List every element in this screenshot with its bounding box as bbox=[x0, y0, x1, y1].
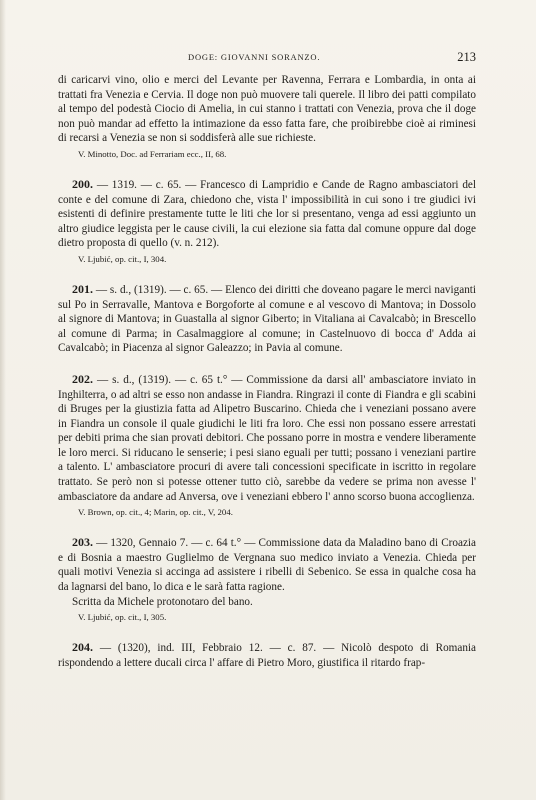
entry-paragraph bbox=[58, 177, 476, 251]
entry-number: 201. bbox=[72, 281, 93, 296]
entry-text: — 1320, Gennaio 7. — c. 64 t.° — Commissione data da Maladino bano di Croazia e di Bosnia a maestro Guglielmo de Vergnana suo medico inviato a Venezia. Chieda per quali motivi Venezia si accinga ad assistere i ribelli di Sebenico. Se essa in qualche cosa ha da lagnarsi del bano, lo dica e le sarà fatta ragione. bbox=[58, 537, 477, 594]
page-edge-shadow bbox=[0, 0, 6, 800]
entry-number: 204. bbox=[72, 640, 93, 655]
entry-text: — (1320), ind. III, Febbraio 12. — c. 87. — Nicolò despoto di Romania rispondendo a lettere ducali circa l' affare di Pietro Moro, giustifica il ritardo frap- bbox=[58, 642, 476, 669]
entry-number: 203. bbox=[72, 535, 93, 550]
entry-204 bbox=[58, 640, 476, 670]
entry-202 bbox=[58, 372, 476, 519]
entry-201 bbox=[58, 282, 476, 356]
entry-200 bbox=[58, 177, 476, 266]
entry-reference: V. Ljubić, op. cit., I, 305. bbox=[78, 612, 167, 623]
entry-reference: V. Brown, op. cit., 4; Marin, op. cit., V, 204. bbox=[78, 507, 233, 518]
page-header bbox=[58, 50, 476, 66]
entry-paragraph bbox=[58, 535, 476, 594]
intro-paragraph-block bbox=[58, 73, 476, 161]
entry-text: — s. d., (1319). — c. 65. — Elenco dei diritti che doveano pagare le merci naviganti sul Po in Serravalle, Mantova e Borgoforte al comune e al vescovo di Mantova; in Dossolo al signore di Mantova; in Guastalla al signor Giberto; in Vitaliana ai Cavalcabò; in Brescello al comune di Parma; in Casalmaggiore al comune; in Castelnuovo di bocca d' Adda ai Cavalcabò; in Piacenza al signor Galeazzo; in Pavia al comune. bbox=[58, 283, 477, 355]
entry-paragraph bbox=[58, 640, 476, 670]
entry-number: 200. bbox=[72, 176, 93, 191]
entry-number: 202. bbox=[72, 371, 93, 386]
running-head: DOGE: GIOVANNI SORANZO. bbox=[188, 52, 321, 62]
entry-text: — 1319. — c. 65. — Francesco di Lampridio e Cande de Ragno ambasciatori del conte e del comune di Zara, chiedono che, vista l' impossibilità in cui sono i tre giudici ivi esistenti di definire prestamente tutte le liti che lor si presentano, venga ad essi aggiunto un altro giudice leggista per le cause civili, la cui elezione sia fatta dal comune oppure dal doge dietro proposta di quello (v. n. 212). bbox=[58, 178, 476, 250]
entry-203 bbox=[58, 535, 476, 624]
entry-paragraph bbox=[58, 282, 476, 356]
entry-paragraph bbox=[58, 372, 476, 504]
entry-reference: V. Ljubić, op. cit., I, 304. bbox=[78, 253, 167, 264]
entry-extra-line: Scritta da Michele protonotaro del bano. bbox=[72, 595, 253, 608]
intro-reference: V. Minotto, Doc. ad Ferrariam ecc., II, 68. bbox=[78, 148, 227, 159]
intro-paragraph: di caricarvi vino, olio e merci del Levante per Ravenna, Ferrara e Lombardia, in onta ai trattati fra Venezia e Cervia. Il doge non può muovere tali querele. Il libro dei patti compilato al tempo del podestà Ciocio di Amelia, in cui stanno i trattati con Venezia, prova che il doge non può mandar ad effetto la intimazione da esso fatta fare, che proibirebbe cioè ai riminesi di recarsi a Venezia se non si soddisferà alle sue richieste. bbox=[58, 74, 476, 145]
page-body bbox=[58, 73, 476, 670]
entry-text: — s. d., (1319). — c. 65 t.° — Commissione da darsi all' ambasciatore inviato in Inghilterra, o ad altri se esso non andasse in Fiandra. Ringrazi il conte di Fiandra e gli scabini di Bruges per la giustizia fatta ad Alipetro Buscarino. Chieda che i veneziani possano avere in Fiandra un console il quale giudichi le liti fra loro. Che essi non possano essere arrestati per debiti prima che sian provati debitori. Che possano porre in mostra e vendere liberamente le loro merci. Si riducano le senserie; i pesi siano eguali per tutti; possano i veneziani partire a talento. L' ambasciatore procuri di avere tali concessioni specificate in iscritto in regolare trattato. Se però non si potesse ottener tutto ciò, sarebbe da vedere se prima non avesse l' ambasciatore da andare ad Anversa, ove i veneziani ebbero l' anno scorso buona accoglienza. bbox=[58, 373, 477, 503]
page-number: 213 bbox=[457, 50, 476, 64]
